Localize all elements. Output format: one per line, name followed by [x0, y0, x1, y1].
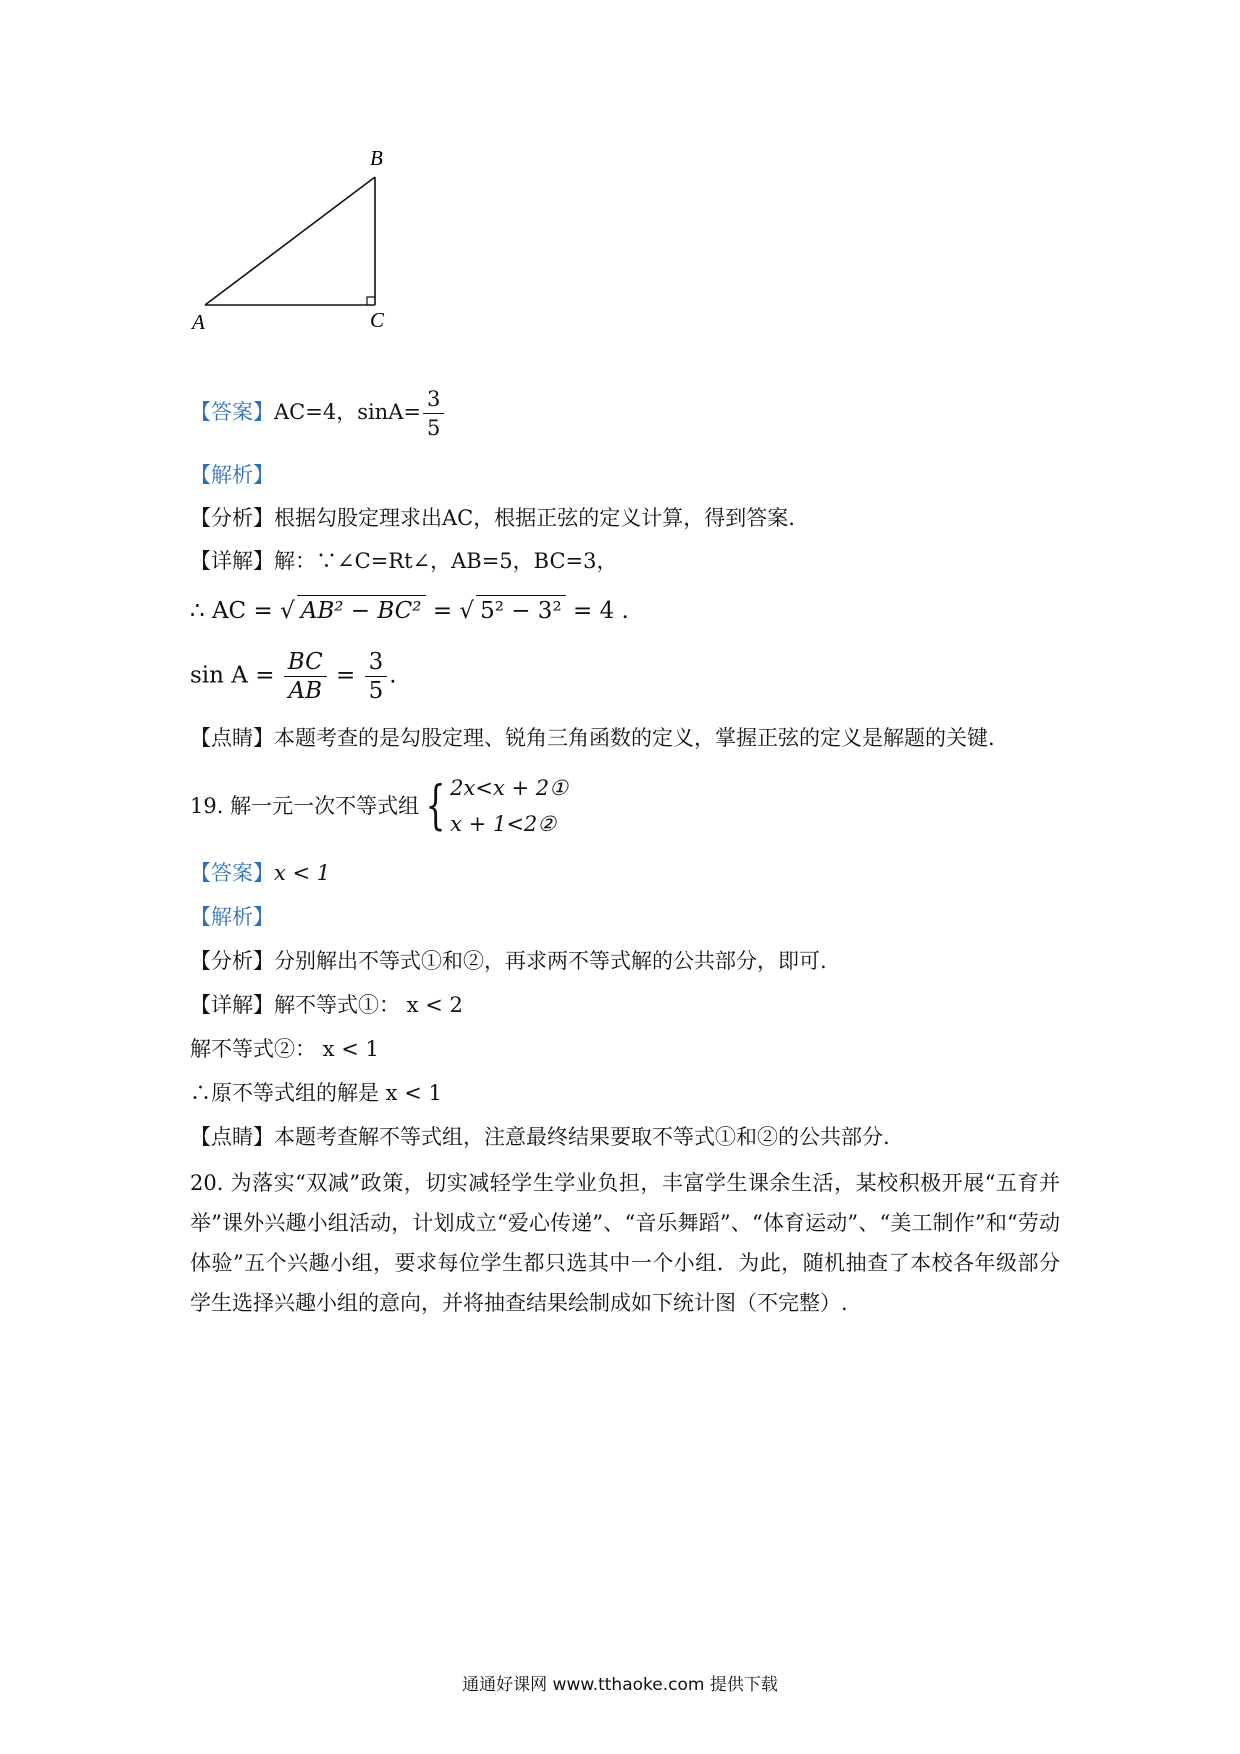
q18-answer-line: [190, 385, 446, 442]
q19-dianjing: 【点睛】本题考查解不等式组，注意最终结果要取不等式①和②的公共部分.: [190, 1125, 890, 1149]
footer-text: 通通好课网 www.tthaoke.com 提供下载: [462, 1675, 778, 1695]
q18-equation-sin: sin A = $\frac{BC}{AB}$ = $\frac{3}{5}$ .: [190, 649, 397, 704]
right-triangle-figure: [180, 145, 400, 345]
answer-tag: 【答案】: [190, 400, 274, 424]
q18-equation-ac: ∴ AC = √ AB² − BC² = √ 5² − 3² = 4 .: [190, 595, 629, 626]
q20-text: 20. 为落实“双减”政策，切实减轻学生学业负担，丰富学生课余生活，某校积极开展“五育并举”课外兴趣小组活动，计划成立“爱心传递”、“音乐舞蹈”、“体育运动”、“美工制作”和“劳动体验”五个兴趣小组，要求每位学生都只选其中一个小组．为此，随机抽查了本校各年级部分学生选择兴趣小组的意向，并将抽查结果绘制成如下统计图（不完整）.: [190, 1171, 1060, 1315]
q18-dianjing: 【点睛】本题考查的是勾股定理、锐角三角函数的定义，掌握正弦的定义是解题的关键.: [190, 726, 995, 750]
q19-xiangjie: 【详解】解不等式①： x < 2: [190, 993, 463, 1017]
vertex-label-c: C: [370, 308, 385, 332]
inequality-1: 2x<x + 2①: [450, 776, 568, 800]
q18-xiangjie: 【详解】解：∵∠C=Rt∠，AB=5，BC=3，: [190, 549, 618, 573]
q18-analysis-tag: 【解析】: [190, 463, 274, 487]
answer-fraction: $\frac{3}{5}$: [423, 385, 444, 442]
q19-fenxi: 【分析】分别解出不等式①和②，再求两不等式解的公共部分，即可.: [190, 949, 827, 973]
q19-analysis-tag: 【解析】: [190, 905, 274, 929]
q19-step2: 解不等式②： x < 1: [190, 1037, 379, 1061]
q18-fenxi: 【分析】根据勾股定理求出AC，根据正弦的定义计算，得到答案.: [190, 506, 795, 530]
inequality-2: x + 1<2②: [450, 812, 557, 836]
q19-step3: ∴原不等式组的解是 x < 1: [190, 1081, 442, 1105]
answer-text: AC=4，sinA=: [274, 400, 421, 424]
vertex-label-b: B: [370, 146, 383, 170]
vertex-label-a: A: [192, 310, 205, 334]
q19-stem: 19. 解一元一次不等式组 { 2x<x + 2① x + 1<2②: [190, 770, 568, 842]
q19-answer-line: 【答案】x < 1: [190, 861, 331, 885]
